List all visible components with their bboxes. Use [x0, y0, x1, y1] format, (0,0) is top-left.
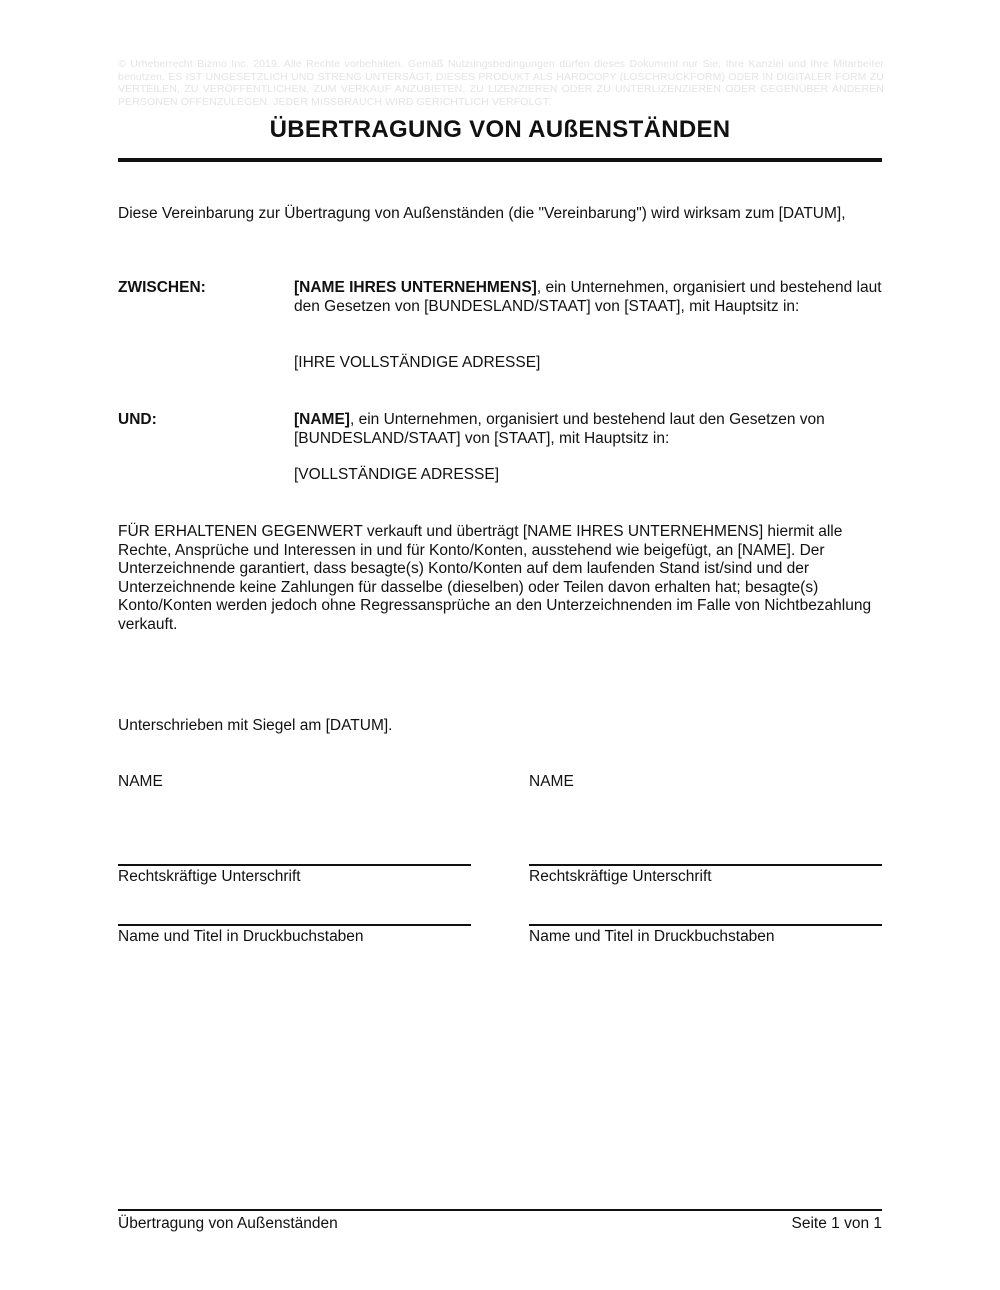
signed-line: Unterschrieben mit Siegel am [DATUM].: [118, 717, 393, 734]
signature-block-left: [118, 773, 472, 953]
title-divider: [118, 158, 882, 162]
signature-caption: Rechtskräftige Unterschrift: [529, 868, 712, 885]
party1-text: , ein Unternehmen, organisiert und bestehend laut den Gesetzen von [BUNDESLAND/STAAT] von [STAAT], mit Hauptsitz in:: [294, 279, 882, 315]
signature-name-label: NAME: [529, 773, 574, 790]
party2-text: , ein Unternehmen, organisiert und bestehend laut den Gesetzen von [BUNDESLAND/STAAT] von [STAAT], mit Hauptsitz in:: [294, 411, 825, 447]
party2-name: [NAME]: [294, 411, 350, 428]
consideration-paragraph: FÜR ERHALTENEN GEGENWERT verkauft und überträgt [NAME IHRES UNTERNEHMENS] hiermit alle Rechte, Ansprüche und Interessen in und für Konto/Konten, ausstehend wie beigefügt, an [NAME]. Der Unterzeichnende garantiert, dass besagte(s) Konto/Konten auf dem laufenden Stand ist/sind und der Unterzeichnende keine Zahlungen für dasselbe (dieselben) oder Teilen davon erhalten hat; besagte(s) Konto/Konten werden jedoch ohne Regressansprüche an den Unterzeichnenden im Falle von Nichtbezahlung verkauft.: [118, 523, 872, 633]
print-name-caption: Name und Titel in Druckbuchstaben: [529, 928, 775, 945]
signature-line: [118, 864, 471, 866]
signature-caption: Rechtskräftige Unterschrift: [118, 868, 301, 885]
party1-label: ZWISCHEN:: [118, 279, 206, 296]
party1-name: [NAME IHRES UNTERNEHMENS]: [294, 279, 537, 296]
print-name-line: [118, 924, 471, 926]
copyright-watermark: © Urheberrecht Bizmo Inc. 2019. Alle Rechte vorbehalten. Gemäß Nutzungsbedingungen dürfen dieses Dokument nur Sie, Ihre Kanzlei und Ihre Mitarbeiter benutzen. ES IST UNGESETZLICH UND STRENG UNTERSAGT, DIESES PRODUKT ALS HARDCOPY (LOSCHRUCKFORM) ODER IN DIGITALER FORM ZU VERTEILEN, ZU VERÖFFENTLICHEN, ZUM VERKAUF ANZUBIETEN, ZU LIZENZIEREN ODER ZU UNTERLIZENZIEREN ODER GEGENÜBER ANDEREN PERSONEN OFFENZULEGEN. JEDER MISSBRAUCH WIRD GERICHTLICH VERFOLGT.: [118, 58, 884, 108]
party1-description: [294, 279, 882, 316]
party2-label: UND:: [118, 411, 157, 428]
print-name-caption: Name und Titel in Druckbuchstaben: [118, 928, 364, 945]
signature-name-label: NAME: [118, 773, 163, 790]
signature-block-right: [529, 773, 883, 953]
footer-document-title: Übertragung von Außenständen: [118, 1215, 338, 1232]
intro-paragraph: Diese Vereinbarung zur Übertragung von Außenständen (die "Vereinbarung") wird wirksam zum [DATUM],: [118, 205, 846, 222]
document-title: ÜBERTRAGUNG VON AUßENSTÄNDEN: [269, 116, 731, 143]
signature-line: [529, 864, 882, 866]
footer-divider: [118, 1209, 882, 1211]
party2-address: [VOLLSTÄNDIGE ADRESSE]: [294, 466, 500, 483]
party1-address: [IHRE VOLLSTÄNDIGE ADRESSE]: [294, 354, 541, 371]
party2-description: [294, 411, 882, 448]
print-name-line: [529, 924, 882, 926]
footer-page-number: Seite 1 von 1: [791, 1215, 882, 1232]
